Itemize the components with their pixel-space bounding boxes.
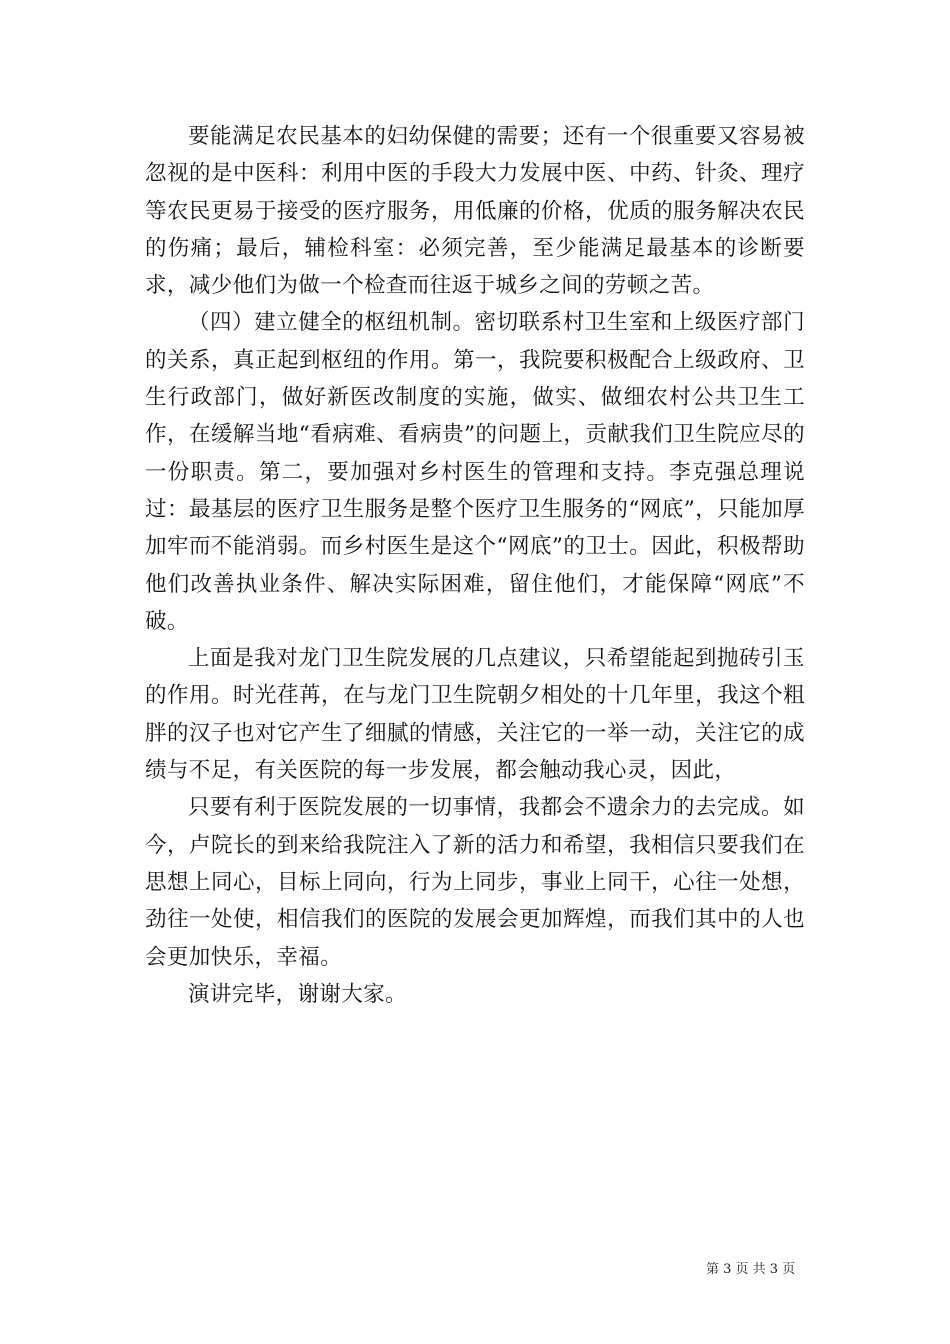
paragraph: 要能满足农民基本的妇幼保健的需要；还有一个很重要又容易被忽视的是中医科：利用中医的手段大力发展中医、中药、针灸、理疗等农民更易于接受的医疗服务，用低廉的价格，优质的服务解决农民的伤痛；最后，辅检科室：必须完善，至少能满足最基本的诊断要求，减少他们为做一个检查而往返于城乡之间的劳顿之苦。 [145, 124, 805, 299]
document-body [145, 118, 805, 1013]
page-number-footer: 第 3 页 共 3 页 [706, 1262, 796, 1277]
paragraph: 只要有利于医院发展的一切事情，我都会不遗余力的去完成。如今，卢院长的到来给我院注入了新的活力和希望，我相信只要我们在思想上同心，目标上同向，行为上同步，事业上同干，心往一处想，劲往一处使，相信我们的医院的发展会更加辉煌，而我们其中的人也会更加快乐，幸福。 [145, 795, 805, 970]
paragraph: （四）建立健全的枢纽机制。密切联系村卫生室和上级医疗部门的关系，真正起到枢纽的作用。第一，我院要积极配合上级政府、卫生行政部门，做好新医改制度的实施，做实、做细农村公共卫生工作，在缓解当地“看病难、看病贵”的问题上，贡献我们卫生院应尽的一份职责。第二，要加强对乡村医生的管理和支持。李克强总理说过：最基层的医疗卫生服务是整个医疗卫生服务的“网底”，只能加厚加牢而不能消弱。而乡村医生是这个“网底”的卫士。因此，积极帮助他们改善执业条件、解决实际困难，留住他们，才能保障“网底”不破。 [145, 310, 805, 634]
paragraph: 上面是我对龙门卫生院发展的几点建议，只希望能起到抛砖引玉的作用。时光荏苒，在与龙门卫生院朝夕相处的十几年里，我这个粗胖的汉子也对它产生了细腻的情感，关注它的一举一动，关注它的成绩与不足，有关医院的每一步发展，都会触动我心灵，因此， [145, 646, 805, 784]
paragraph: 演讲完毕，谢谢大家。 [188, 981, 408, 1007]
